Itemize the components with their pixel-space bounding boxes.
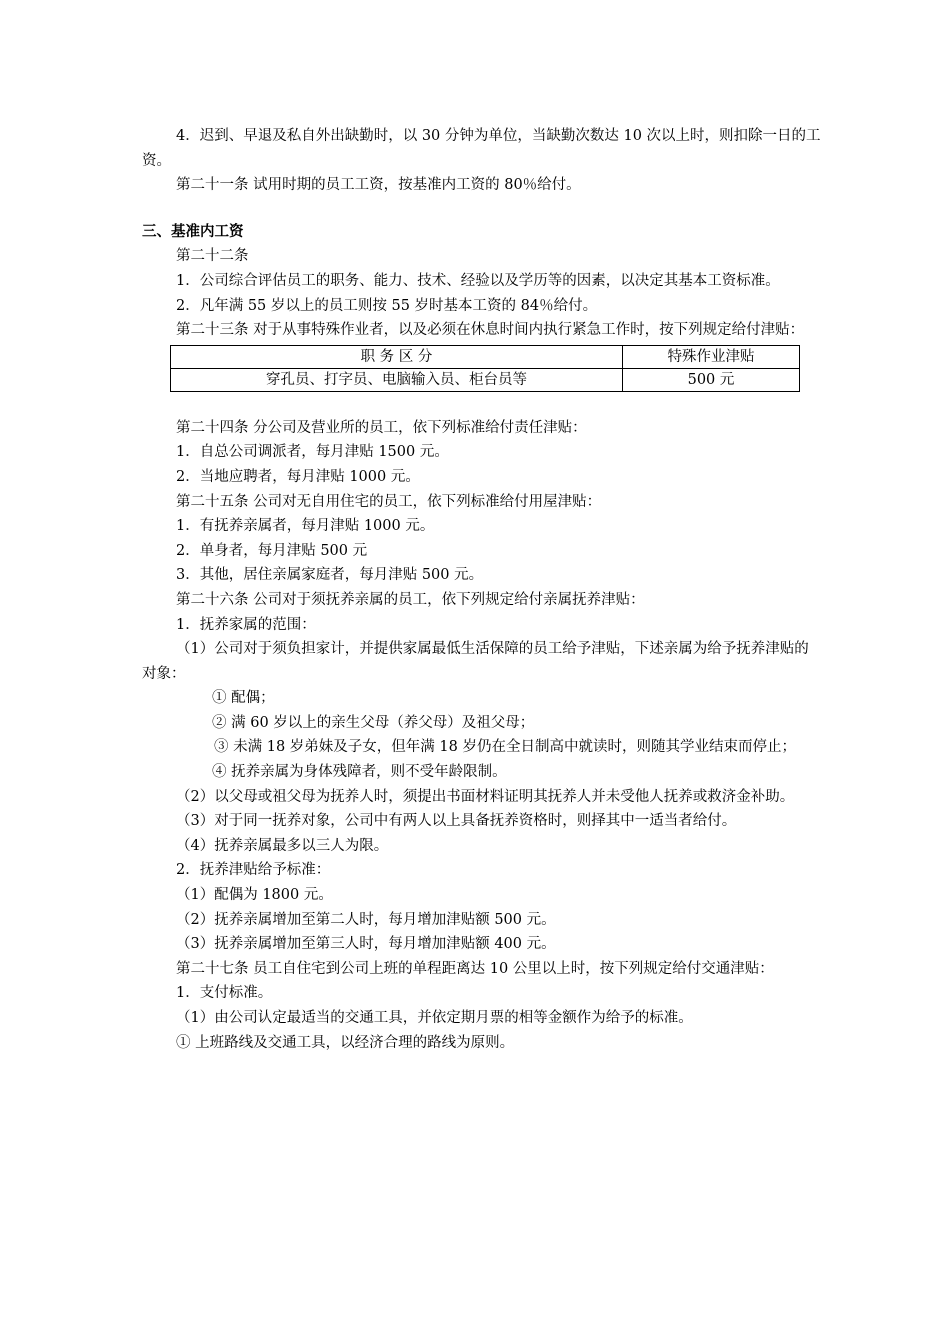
list-item: （3）抚养亲属增加至第三人时，每月增加津贴额 400 元。: [176, 936, 556, 953]
section-heading: 三、基准内工资: [142, 223, 244, 240]
list-item: ② 满 60 岁以上的亲生父母（养父母）及祖父母；: [212, 714, 535, 731]
list-item: （2）以父母或祖父母为抚养人时，须提出书面材料证明其抚养人并未受他人抚养或救济金补助。: [176, 788, 795, 805]
list-item: 3．其他，居住亲属家庭者，每月津贴 500 元。: [176, 567, 484, 584]
list-item: ① 上班路线及交通工具，以经济合理的路线为原则。: [176, 1034, 515, 1051]
list-item: 2．抚养津贴给予标准：: [176, 862, 331, 879]
list-item: 1．抚养家属的范围：: [176, 616, 316, 633]
list-item: 1．有抚养亲属者，每月津贴 1000 元。: [176, 518, 435, 535]
paragraph-late-absence: 4．迟到、早退及私自外出缺勤时，以 30 分钟为单位，当缺勤次数达 10 次以上时，则扣除一日的工资。: [142, 128, 821, 169]
list-item: 1．自总公司调派者，每月津贴 1500 元。: [176, 444, 449, 461]
list-item: （2）抚养亲属增加至第二人时，每月增加津贴额 500 元。: [176, 911, 556, 928]
table-header-cell: 职 务 区 分: [171, 345, 623, 368]
article-26: 第二十六条 公司对于须抚养亲属的员工，依下列规定给付亲属抚养津贴：: [176, 591, 645, 608]
list-item: 1．支付标准。: [176, 985, 273, 1002]
list-item: （3）对于同一抚养对象，公司中有两人以上具备抚养资格时，则择其中一适当者给付。: [176, 813, 737, 830]
table-header-cell: 特殊作业津贴: [623, 345, 800, 368]
article-23: 第二十三条 对于从事特殊作业者，以及必须在休息时间内执行紧急工作时，按下列规定给付津贴：: [176, 322, 805, 339]
table-cell: 穿孔员、打字员、电脑输入员、柜台员等: [171, 368, 623, 391]
list-item: 2．当地应聘者，每月津贴 1000 元。: [176, 468, 420, 485]
article-25: 第二十五条 公司对无自用住宅的员工，依下列标准给付用屋津贴：: [176, 493, 602, 510]
table-header-row: [171, 345, 800, 368]
article-27: 第二十七条 员工自住宅到公司上班的单程距离达 10 公里以上时，按下列规定给付交通津贴：: [176, 960, 774, 977]
article-22-item-1: 1．公司综合评估员工的职务、能力、技术、经验以及学历等的因素，以决定其基本工资标准。: [176, 272, 780, 289]
table-row: [171, 368, 800, 391]
list-item: （1）配偶为 1800 元。: [176, 887, 333, 904]
list-item: （1）公司对于须负担家计，并提供家属最低生活保障的员工给予津贴，下述亲属为给予抚养津贴的对象：: [142, 641, 809, 682]
article-22: 第二十二条: [176, 248, 249, 265]
allowance-table: [170, 345, 800, 392]
list-item: （1）由公司认定最适当的交通工具，并依定期月票的相等金额作为给予的标准。: [176, 1010, 693, 1026]
article-24: 第二十四条 分公司及营业所的员工，依下列标准给付责任津贴：: [176, 419, 587, 436]
article-22-item-2: 2．凡年满 55 岁以上的员工则按 55 岁时基本工资的 84％给付。: [176, 297, 598, 314]
article-21: 第二十一条 试用时期的员工工资，按基准内工资的 80％给付。: [176, 177, 581, 194]
list-item: ④ 抚养亲属为身体残障者，则不受年龄限制。: [212, 764, 507, 781]
document-body: [142, 124, 822, 1055]
list-item: （4）抚养亲属最多以三人为限。: [176, 837, 389, 854]
table-cell: 500 元: [623, 368, 800, 391]
list-item: ③ 未满 18 岁弟妹及子女，但年满 18 岁仍在全日制高中就读时，则随其学业结束而停止；: [214, 739, 796, 756]
list-item: 2．单身者，每月津贴 500 元: [176, 542, 368, 559]
list-item: ① 配偶；: [212, 690, 275, 707]
